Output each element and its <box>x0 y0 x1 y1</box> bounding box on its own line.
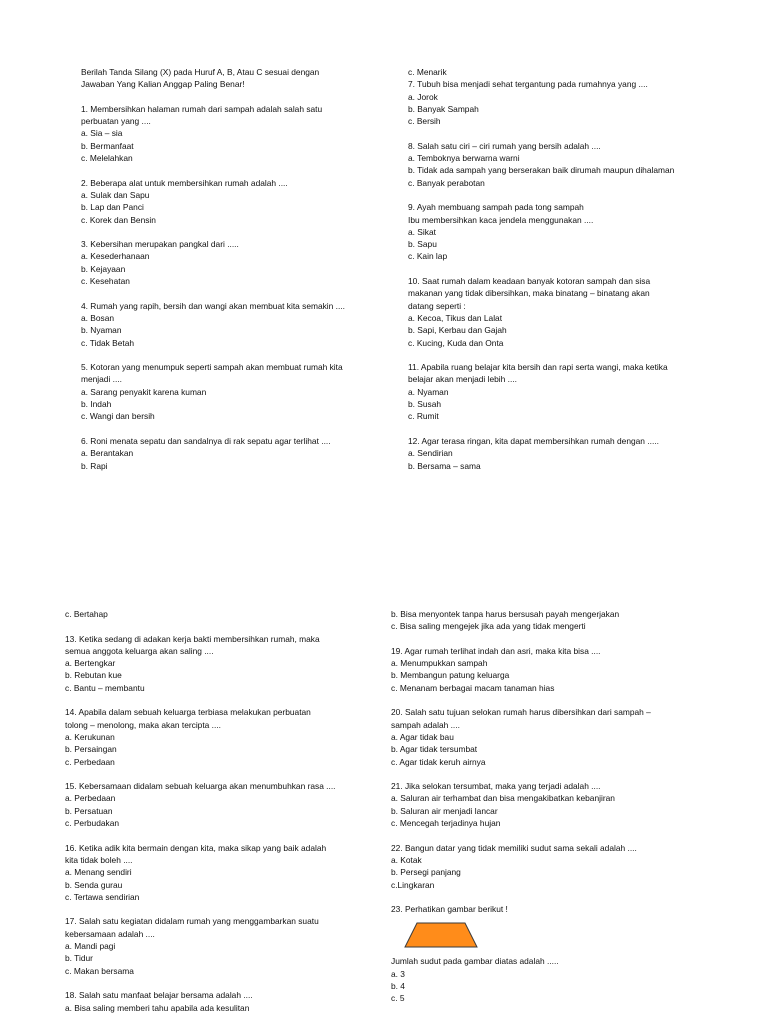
text-line: b. Persegi panjang <box>391 867 461 878</box>
trapezoid-figure <box>404 922 478 948</box>
text-line: 21. Jika selokan tersumbat, maka yang terjadi adalah .... <box>391 781 601 792</box>
text-line: c. Agar tidak keruh airnya <box>391 756 486 767</box>
text-line: a. Bosan <box>81 312 115 323</box>
text-line: 10. Saat rumah dalam keadaan banyak kotoran sampah dan sisa <box>408 276 651 287</box>
text-line: c. Menarik <box>408 67 447 77</box>
text-line: a. Berantakan <box>81 448 134 459</box>
text-line: kebersamaan adalah .... <box>65 928 155 939</box>
text-line: 11. Apabila ruang belajar kita bersih dan rapi serta wangi, maka ketika <box>408 362 668 373</box>
text-line: b. Indah <box>81 399 112 410</box>
text-line: c. 5 <box>391 993 405 1004</box>
text-line: b. Lap dan Panci <box>81 202 144 213</box>
text-line: b. Susah <box>408 399 442 410</box>
text-line: c. Perbedaan <box>65 756 115 767</box>
questions-19-23 <box>391 608 651 915</box>
text-line: c. Melelahkan <box>81 153 133 164</box>
line-gap <box>81 349 345 361</box>
line-gap <box>65 694 336 706</box>
text-line: datang seperti : <box>408 300 466 311</box>
question-23-options <box>391 955 651 1004</box>
text-line: c.Lingkaran <box>391 879 435 890</box>
line-gap <box>391 633 651 645</box>
text-line: b. Persaingan <box>65 744 117 755</box>
line-gap <box>408 127 674 139</box>
text-line: 2. Beberapa alat untuk membersihkan rumah adalah .... <box>81 177 288 188</box>
text-line: a. Kecoa, Tikus dan Lalat <box>408 312 503 323</box>
text-line: 5. Kotoran yang menumpuk seperti sampah akan membuat rumah kita <box>81 362 343 373</box>
text-line: 6. Roni menata sepatu dan sandalnya di rak sepatu agar terlihat .... <box>81 435 331 446</box>
text-line: c. Bersih <box>408 116 441 127</box>
text-line: a. Menumpukkan sampah <box>391 658 488 669</box>
line-gap <box>408 189 674 201</box>
text-line: c. Banyak perabotan <box>408 177 485 188</box>
line-gap <box>65 768 336 780</box>
text-line: c. Tertawa sendirian <box>65 891 140 902</box>
text-line: b. Kejayaan <box>81 263 126 274</box>
text-line: b. Nyaman <box>81 325 122 336</box>
text-line: c. Bertahap <box>65 609 108 619</box>
text-line: b. Rapi <box>81 460 108 471</box>
text-line: Jumlah sudut pada gambar diatas adalah ..... <box>391 956 559 967</box>
text-line: c. Bisa saling mengejek jika ada yang tidak mengerti <box>391 621 586 632</box>
text-line: 8. Salah satu ciri – ciri rumah yang bersih adalah .... <box>408 140 601 151</box>
line-gap <box>408 263 674 275</box>
text-line: a. Temboknya berwarna warni <box>408 153 520 164</box>
text-line: c. Rumit <box>408 411 439 422</box>
text-line: 18. Salah satu manfaat belajar bersama adalah .... <box>65 990 253 1001</box>
text-line: c. Kesehatan <box>81 276 130 287</box>
text-line: c. Menanam berbagai macam tanaman hias <box>391 682 555 693</box>
text-line: c. Perbudakan <box>65 818 120 829</box>
text-line: 7. Tubuh bisa menjadi sehat tergantung pada rumahnya yang .... <box>408 79 648 90</box>
text-line: a. Kerukunan <box>65 731 115 742</box>
line-gap <box>408 423 674 435</box>
text-line: b. Membangun patung keluarga <box>391 670 510 681</box>
line-gap <box>391 829 651 841</box>
text-line: b. Sapi, Kerbau dan Gajah <box>408 325 507 336</box>
text-line: c. Bantu – membantu <box>65 682 145 693</box>
text-line: a. Mandi pagi <box>65 941 116 952</box>
text-line: b. Persatuan <box>65 805 113 816</box>
text-line: 23. Perhatikan gambar berikut ! <box>391 904 508 915</box>
line-gap <box>81 287 345 299</box>
text-line: b. 4 <box>391 981 405 992</box>
text-line: a. Sendirian <box>408 448 453 459</box>
text-line: c. Kucing, Kuda dan Onta <box>408 337 504 348</box>
text-line: a. Kotak <box>391 854 422 865</box>
text-line: 22. Bangun datar yang tidak memiliki sudut sama sekali adalah .... <box>391 842 637 853</box>
text-line: kita tidak boleh .... <box>65 854 133 865</box>
text-line: 12. Agar terasa ringan, kita dapat membersihkan rumah dengan ..... <box>408 435 659 446</box>
text-line: b. Saluran air menjadi lancar <box>391 805 498 816</box>
line-gap <box>81 91 345 103</box>
line-gap <box>81 226 345 238</box>
text-line: b. Tidur <box>65 953 93 964</box>
column-top-left <box>81 66 345 472</box>
line-gap <box>81 164 345 176</box>
line-gap <box>65 829 336 841</box>
text-line: a. Nyaman <box>408 386 449 397</box>
line-gap <box>65 620 336 632</box>
text-line: b. Bersama – sama <box>408 460 481 471</box>
text-line: 14. Apabila dalam sebuah keluarga terbiasa melakukan perbuatan <box>65 707 311 718</box>
text-line: c. Mencegah terjadinya hujan <box>391 818 501 829</box>
trapezoid-shape <box>405 923 477 947</box>
column-bottom-left <box>65 608 336 1014</box>
text-line: a. Menang sendiri <box>65 867 132 878</box>
text-line: b. Senda gurau <box>65 879 123 890</box>
text-line: 15. Kebersamaan didalam sebuah keluarga akan menumbuhkan rasa .... <box>65 781 336 792</box>
text-line: makanan yang tidak dibersihkan, maka binatang – binatang akan <box>408 288 650 299</box>
text-line: 16. Ketika adik kita bermain dengan kita, maka sikap yang baik adalah <box>65 842 327 853</box>
line-gap <box>65 903 336 915</box>
text-line: semua anggota keluarga akan saling .... <box>65 645 214 656</box>
text-line: a. Jorok <box>408 91 438 102</box>
text-line: b. Banyak Sampah <box>408 103 479 114</box>
text-line: 3. Kebersihan merupakan pangkal dari ..... <box>81 239 239 250</box>
text-line: 17. Salah satu kegiatan didalam rumah yang menggambarkan suatu <box>65 916 319 927</box>
text-line: a. Sia – sia <box>81 128 123 139</box>
text-line: belajar akan menjadi lebih .... <box>408 374 517 385</box>
text-line: b. Tidak ada sampah yang berserakan baik dirumah maupun dihalaman <box>408 165 675 176</box>
text-line: perbuatan yang .... <box>81 116 151 127</box>
text-line: a. Agar tidak bau <box>391 731 454 742</box>
text-line: menjadi .... <box>81 374 122 385</box>
text-line: sampah adalah .... <box>391 719 460 730</box>
line-gap <box>81 423 345 435</box>
line-gap <box>391 694 651 706</box>
text-line: b. Bisa menyontek tanpa harus bersusah payah mengerjakan <box>391 609 620 619</box>
text-line: c. Makan bersama <box>65 965 134 976</box>
text-line: a. Bisa saling memberi tahu apabila ada kesulitan <box>65 1002 250 1013</box>
text-line: a. 3 <box>391 968 405 979</box>
text-line: c. Kain lap <box>408 251 448 262</box>
text-line: b. Bermanfaat <box>81 140 134 151</box>
text-line: 20. Salah satu tujuan selokan rumah harus dibersihkan dari sampah – <box>391 707 651 718</box>
text-line: c. Tidak Betah <box>81 337 135 348</box>
text-line: c. Korek dan Bensin <box>81 214 156 225</box>
text-line: 9. Ayah membuang sampah pada tong sampah <box>408 202 584 213</box>
text-line: a. Saluran air terhambat dan bisa mengakibatkan kebanjiran <box>391 793 615 804</box>
column-top-right <box>408 66 674 472</box>
text-line: 1. Membersihkan halaman rumah dari sampah adalah salah satu <box>81 103 323 114</box>
text-line: 13. Ketika sedang di adakan kerja bakti membersihkan rumah, maka <box>65 633 320 644</box>
line-gap <box>65 977 336 989</box>
line-gap <box>391 891 651 903</box>
text-line: Berilah Tanda Silang (X) pada Huruf A, B, Atau C sesuai dengan <box>81 67 320 77</box>
text-line: a. Kesederhanaan <box>81 251 150 262</box>
text-line: a. Perbedaan <box>65 793 116 804</box>
text-line: a. Bertengkar <box>65 658 116 669</box>
text-line: a. Sikat <box>408 226 436 237</box>
text-line: b. Sapu <box>408 239 437 250</box>
text-line: 19. Agar rumah terlihat indah dan asri, maka kita bisa .... <box>391 645 601 656</box>
text-line: 4. Rumah yang rapih, bersih dan wangi akan membuat kita semakin .... <box>81 300 345 311</box>
text-line: tolong – menolong, maka akan tercipta .... <box>65 719 221 730</box>
text-line: Ibu membersihkan kaca jendela menggunakan .... <box>408 214 594 225</box>
text-line: Jawaban Yang Kalian Anggap Paling Benar! <box>81 79 245 90</box>
text-line: c. Wangi dan bersih <box>81 411 155 422</box>
line-gap <box>408 349 674 361</box>
line-gap <box>391 768 651 780</box>
text-line: b. Rebutan kue <box>65 670 122 681</box>
text-line: b. Agar tidak tersumbat <box>391 744 478 755</box>
text-line: a. Sarang penyakit karena kuman <box>81 386 207 397</box>
text-line: a. Sulak dan Sapu <box>81 189 150 200</box>
